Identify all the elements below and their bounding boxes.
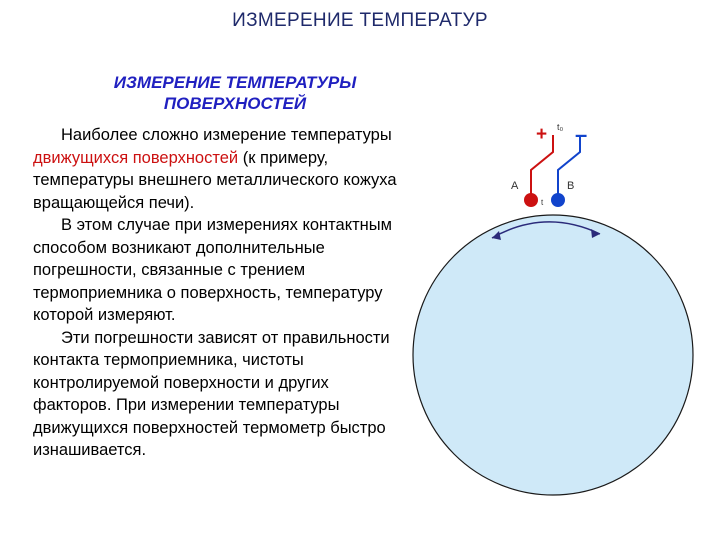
body-text — [33, 124, 398, 462]
paragraph-3 — [33, 327, 398, 462]
thermocouple-diagram — [410, 110, 710, 530]
paragraph-1-end: (к примеру, температуры внешнего металлического кожуха вращающейся печи). — [33, 148, 397, 212]
rotating-surface-disk — [413, 215, 693, 495]
paragraph-1-highlight: движущихся поверхностей — [33, 148, 239, 167]
label-a: A — [511, 180, 519, 192]
section-heading-line-1: ИЗМЕРЕНИЕ ТЕМПЕРАТУРЫ — [113, 73, 357, 92]
paragraph-1 — [33, 124, 398, 214]
slide-title: ИЗМЕРЕНИЕ ТЕМПЕРАТУР — [232, 10, 488, 31]
section-heading — [60, 72, 410, 114]
cold-junction-label: t₀ — [557, 122, 564, 132]
paragraph-1-start: Наиболее сложно измерение температуры — [61, 126, 392, 144]
minus-terminal: – — [575, 122, 588, 147]
paragraph-2 — [33, 214, 398, 327]
paragraph-2-text: В этом случае при измерениях контактным способом возникают дополнительные погрешности, связанные с трением термоприемника о поверхность, температуру которой измеряют. — [33, 216, 392, 324]
label-t: t — [541, 198, 544, 207]
label-b: B — [567, 180, 575, 192]
junction-a — [524, 193, 538, 207]
section-heading-line-2: ПОВЕРХНОСТЕЙ — [163, 94, 307, 113]
paragraph-3-text: Эти погрешности зависят от правильности контакта термоприемника, чистоты контролируемой поверхности и других факторов. При измерении температуры движущихся поверхностей термометр быстро изнашивается. — [33, 328, 390, 459]
junction-b — [551, 193, 565, 207]
plus-terminal: + — [536, 124, 548, 145]
